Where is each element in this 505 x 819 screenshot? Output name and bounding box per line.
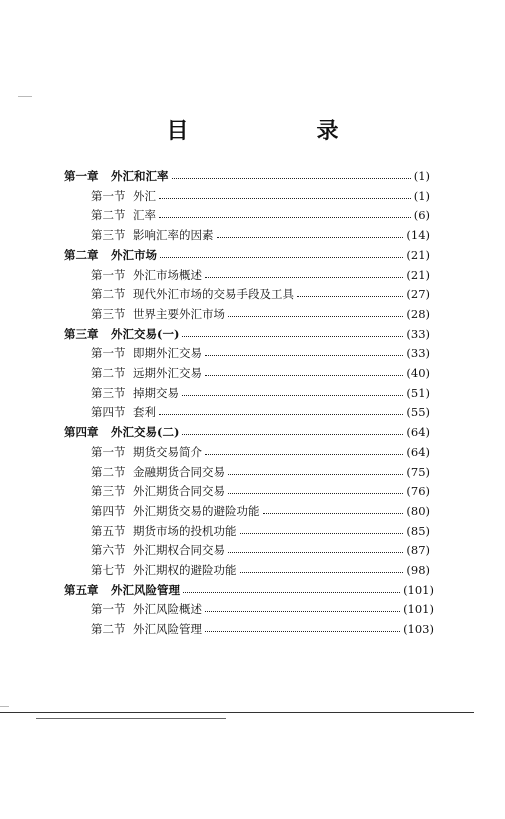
dot-leader [159,216,411,218]
section-title: 期货市场的投机功能 [133,523,237,538]
dot-leader [297,295,403,297]
toc-section-row [91,360,430,380]
page-number: (40) [406,366,430,380]
page-number: (28) [406,306,430,321]
section-number: 第二节 [91,208,126,223]
section-title: 外汇期货合同交易 [133,484,225,499]
toc-section-row [91,262,430,282]
dot-leader [263,512,404,514]
margin-mark [18,96,32,97]
chapter-title: 外汇市场 [111,247,157,262]
section-title: 金融期货合同交易 [133,464,225,479]
dot-leader [159,197,411,199]
page-number: (87) [406,543,430,558]
section-number: 第二节 [91,366,126,380]
page-number: (55) [406,405,430,420]
dot-leader [228,473,403,475]
section-number: 第二节 [91,287,126,302]
chapter-title: 外汇交易(二) [111,425,180,440]
toc-chapter-row [64,321,430,341]
page-number: (80) [406,503,430,518]
toc-section-row [91,281,430,301]
section-number: 第二节 [91,622,126,637]
section-title: 现代外汇市场的交易手段及工具 [133,287,294,302]
section-title: 汇率 [133,208,156,223]
dot-leader [205,276,403,278]
section-title: 套利 [133,405,156,420]
section-title: 外汇期权的避险功能 [133,563,237,577]
toc-section-row [91,537,430,557]
section-number: 第一节 [91,444,126,459]
toc-chapter-row [64,419,430,439]
page-number: (21) [406,267,430,282]
page-title: 目 录 [166,118,367,144]
toc-chapter-row [64,163,430,183]
chapter-number: 第二章 [64,247,99,262]
toc-section-row [91,498,430,518]
dot-leader [240,532,404,534]
dot-leader [182,433,403,435]
section-number: 第三节 [91,385,126,400]
section-number: 第五节 [91,523,126,538]
page-number: (101) [403,582,434,597]
toc-section-row [91,459,430,479]
dot-leader [205,630,400,632]
chapter-number: 第三章 [64,326,99,341]
section-title: 远期外汇交易 [133,366,202,380]
section-title: 外汇风险管理 [133,622,202,637]
chapter-number: 第四章 [64,425,99,440]
dot-leader [183,591,400,593]
section-number: 第三节 [91,228,126,243]
section-title: 世界主要外汇市场 [133,306,225,321]
section-number: 第四节 [91,405,126,420]
section-title: 外汇风险概述 [133,602,202,617]
page-number: (6) [413,208,430,223]
page-number: (103) [403,622,434,637]
toc-section-row [91,439,430,459]
section-number: 第二节 [91,464,126,479]
page-number: (33) [406,346,430,361]
bottom-scan-rule [0,712,474,713]
section-title: 影响汇率的因素 [133,228,214,243]
dot-leader [228,551,403,553]
page-number: (51) [406,385,430,400]
toc-section-row [91,340,430,360]
toc-chapter-row [64,242,430,262]
chapter-title: 外汇风险管理 [111,582,180,597]
toc-section-row [91,518,430,538]
toc-section-row [91,596,434,616]
chapter-number: 第五章 [64,582,99,597]
chapter-title: 外汇和汇率 [111,169,169,183]
toc-section-row [91,202,430,222]
section-number: 第七节 [91,563,126,577]
page-number: (14) [406,228,430,243]
page-number: (33) [406,326,430,341]
section-title: 掉期交易 [133,385,179,400]
section-number: 第一节 [91,602,126,617]
section-number: 第四节 [91,503,126,518]
dot-leader [205,610,400,612]
section-number: 第六节 [91,543,126,558]
page-number: (101) [403,602,434,617]
section-title: 外汇市场概述 [133,267,202,282]
dot-leader [205,354,403,356]
page-number: (21) [406,247,430,262]
margin-mark [0,706,9,707]
page-number: (1) [413,169,430,183]
section-title: 期货交易简介 [133,444,202,459]
section-number: 第一节 [91,188,126,203]
dot-leader [159,413,403,415]
page-number: (64) [406,444,430,459]
page-number: (1) [413,188,430,203]
page-number: (27) [406,287,430,302]
dot-leader [182,335,403,337]
section-title: 外汇 [133,188,156,203]
toc-section-row [91,301,430,321]
dot-leader [228,492,403,494]
page-number: (98) [406,563,430,577]
dot-leader [205,374,403,376]
section-title: 外汇期权合同交易 [133,543,225,558]
section-number: 第三节 [91,306,126,321]
toc-section-row [91,380,430,400]
dot-leader [172,177,411,179]
bottom-scan-rule-short [36,718,226,719]
toc-section-row [91,183,430,203]
toc-section-row [91,222,430,242]
toc-section-row [91,616,434,636]
toc-chapter-row [64,577,434,597]
page-number: (76) [406,484,430,499]
toc-section-row [91,478,430,498]
section-number: 第三节 [91,484,126,499]
page-number: (64) [406,425,430,440]
toc-section-row [91,557,430,577]
section-number: 第一节 [91,346,126,361]
dot-leader [205,453,403,455]
dot-leader [228,315,403,317]
chapter-number: 第一章 [64,169,99,183]
dot-leader [182,394,403,396]
dot-leader [217,236,404,238]
section-title: 外汇期货交易的避险功能 [133,503,260,518]
chapter-title: 外汇交易(一) [111,326,180,341]
page-number: (85) [406,523,430,538]
dot-leader [160,256,403,258]
toc-section-row [91,399,430,419]
section-title: 即期外汇交易 [133,346,202,361]
dot-leader [240,571,404,573]
page-number: (75) [406,464,430,479]
section-number: 第一节 [91,267,126,282]
